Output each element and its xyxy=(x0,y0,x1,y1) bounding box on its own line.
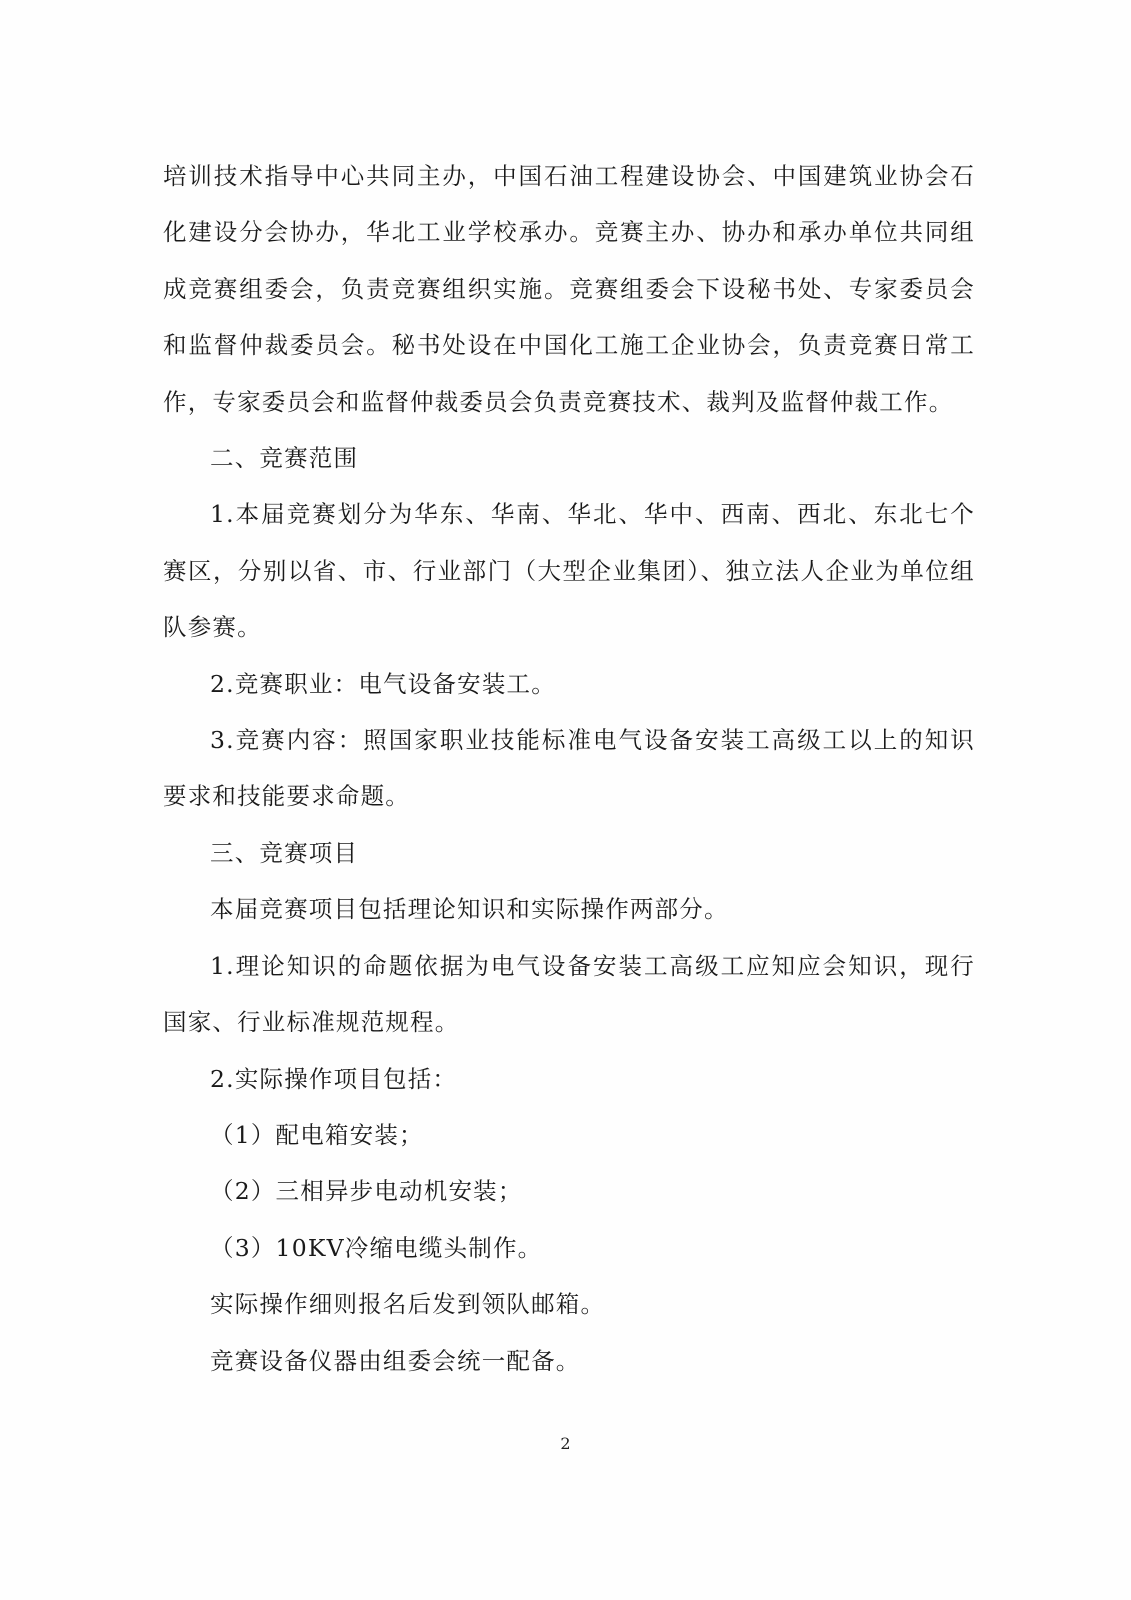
paragraph-organizers: 培训技术指导中心共同主办，中国石油工程建设协会、中国建筑业协会石化建设分会协办，华北工业学校承办。竞赛主办、协办和承办单位共同组成竞赛组委会，负责竞赛组织实施。竞赛组委会下设秘书处、专家委员会和监督仲裁委员会。秘书处设在中国化工施工企业协会，负责竞赛日常工作，专家委员会和监督仲裁委员会负责竞赛技术、裁判及监督仲裁工作。 xyxy=(163,162,975,416)
heading-competition-items: 三、竞赛项目 xyxy=(210,838,359,867)
paragraph-scope-occupation: 2.竞赛职业：电气设备安装工。 xyxy=(210,669,556,698)
paragraph-items-practical: 2.实际操作项目包括： xyxy=(210,1064,458,1093)
paragraph-practical-rules: 实际操作细则报名后发到领队邮箱。 xyxy=(210,1290,606,1319)
list-item-motor-install: （2）三相异步电动机安装； xyxy=(210,1177,523,1206)
list-item-distribution-box: （1）配电箱安装； xyxy=(210,1120,424,1149)
paragraph-scope-regions: 1.本届竞赛划分为华东、华南、华北、华中、西南、西北、东北七个赛区，分别以省、市、行业部门（大型企业集团）、独立法人企业为单位组队参赛。 xyxy=(163,500,975,642)
paragraph-items-theory: 1.理论知识的命题依据为电气设备安装工高级工应知应会知识，现行国家、行业标准规范规程。 xyxy=(163,951,975,1037)
list-item-cable-head: （3）10KV冷缩电缆头制作。 xyxy=(210,1233,543,1262)
paragraph-items-intro: 本届竞赛项目包括理论知识和实际操作两部分。 xyxy=(210,895,729,924)
page-number: 2 xyxy=(560,1434,571,1453)
heading-competition-scope: 二、竞赛范围 xyxy=(210,444,359,473)
paragraph-scope-content: 3.竞赛内容：照国家职业技能标准电气设备安装工高级工以上的知识要求和技能要求命题。 xyxy=(163,726,975,811)
document-body xyxy=(163,148,975,1389)
paragraph-equipment: 竞赛设备仪器由组委会统一配备。 xyxy=(210,1346,581,1375)
